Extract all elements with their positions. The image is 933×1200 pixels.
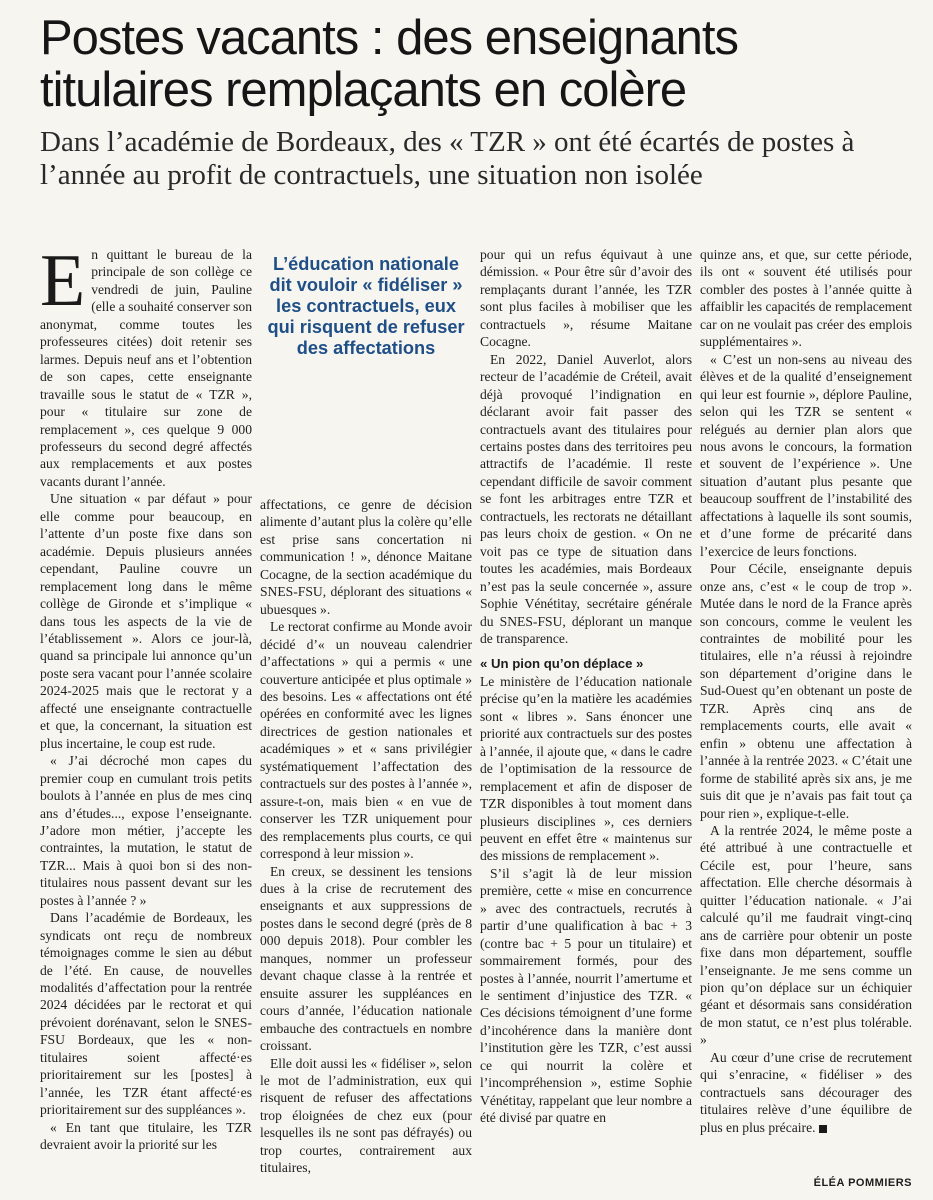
intertitle: « Un pion qu’on déplace »: [480, 656, 644, 672]
paragraph: quinze ans, et que, sur cette période, ils ont « souvent été utilisés pour combler des postes à l’année quitte à affaiblir les capacités de remplacement car on ne voulait pas créer des emplois supplémentaires ».: [700, 247, 912, 350]
paragraph: pour qui un refus équivaut à une démission. « Pour être sûr d’avoir des remplaçants durant l’année, les TZR sont plus faciles à mobiliser que les contractuels », résume Maitane Cocagne.: [480, 247, 692, 350]
column-2: [260, 246, 472, 1194]
lead-paragraph: [40, 246, 252, 490]
paragraph: « C’est un non-sens au niveau des élèves et de la qualité d’enseignement qui leur est fournie », déplore Pauline, selon qui les TZR se sentent « relégués au dernier plan alors que nous avons le concours, la formation et souvent de l’expérience ». Une situation d’autant plus pesante que beaucoup souffrent de l’instabilité des affectations à laquelle ils sont soumis, et d’une forme de précarité dans l’exercice de leurs fonctions.: [700, 351, 912, 559]
paragraph: Le rectorat confirme au Monde avoir décidé d’« un nouveau calendrier d’affectations » qui a permis « une couverture anticipée et plus optimale » des besoins. Les « affectations ont été opérées en conformité avec les lignes directrices de gestion nationales et académiques » et « sans privilégier systématiquement l’affectation des contractuels sur des postes à l’année », assure-t-on, mais bien « en vue de conserver les TZR uniquement pour des remplacements plus courts, ce qui correspond à leur mission ».: [260, 619, 472, 862]
paragraph: S’il s’agit là de leur mission première, cette « mise en concurrence » avec des contractuels, recrutés à partir d’une qualification à bac + 3 (contre bac + 5 pour un titulaire) et sommairement formés, pour des postes à l’année, nourrit l’amertume et le sentiment d’injustice des TZR. « Ces décisions témoignent d’une forme d’incohérence dans la manière dont l’institution gère les TZR, c’est aussi ce qui nourrit la colère et l’incompréhension », estime Sophie Vénétitay, rappelant que leur nombre a été divisé par quatre en: [480, 865, 692, 1126]
paragraph: Une situation « par défaut » pour elle comme pour beaucoup, en l’attente d’un poste fixe dans son académie. Depuis plusieurs années cependant, Pauline couvre un remplacement long dans le même collège de Gironde et s’implique « dans tous les aspects de la vie de l’établissement ». Alors ce jour-là, quand sa principale lui annonce qu’un poste sera vacant pour l’année scolaire 2024-2025 mais que le rectorat y a affecté une enseignante contractuelle et que, la concernant, la situation est plus incertaine, le coup est rude.: [40, 491, 252, 751]
closing-text: Au cœur d’une crise de recrutement qui s’enracine, « fidéliser » des contractuels sans décourager des titulaires relève d’une équilibre de plus en plus précaire.: [700, 1049, 912, 1135]
paragraph: Elle doit aussi les « fidéliser », selon le mot de l’administration, eux qui risquent de refuser des affectations trop éloignées de chez eux (pour lesquelles ils ne sont pas défrayés) ou trop courtes, contrairement aux titulaires,: [260, 1055, 472, 1176]
paragraph: affectations, ce genre de décision alimente d’autant plus la colère qu’elle est prise sans concertation ni communication ! », dénonce Maitane Cocagne, de la section académique du SNES-FSU, déplorant des situations « ubuesques ».: [260, 497, 472, 617]
paragraph: [700, 1049, 912, 1160]
paragraph: A la rentrée 2024, le même poste a été attribué à une contractuelle et Cécile est, pour l’heure, sans affectation. Elle cherche désormais à quitter l’éducation nationale. « J’ai calculé qu’il me faudrait vingt-cinq ans de carrière pour obtenir un poste fixe dans mon département, souffle l’enseignante. Je me sens comme un pion qu’on déplace sur un échiquier géant et désormais sans considération de mon statut, ce n’est plus tolérable. »: [700, 822, 912, 1048]
paragraph: « En tant que titulaire, les TZR devraient avoir la priorité sur les: [40, 1119, 252, 1153]
end-mark: [819, 1125, 827, 1133]
column-4: [700, 246, 912, 1194]
paragraph: Dans l’académie de Bordeaux, les syndicats ont reçu de nombreux témoignages comme le sien au début de l’été. En cause, de nouvelles modalités d’affectation pour la rentrée 2024 décidées par le rectorat et qui prévoient dorénavant, selon le SNES-FSU Bordeaux, que les « non-titulaires soient affecté·es prioritairement sur les [postes] à l’année, les TZR étant affecté·es prioritairement sur des suppléances ».: [40, 910, 252, 1118]
column-1: [40, 246, 252, 1194]
paragraph: En 2022, Daniel Auverlot, alors recteur de l’académie de Créteil, avait déjà provoqué l’indignation en déclarant avoir fait passer des contractuels avant des titulaires pour certains postes dans des territoires peu attractifs de l’académie. Il reste cependant difficile de savoir comment se font les arbitrages entre TZR et contractuels, les rectorats ne détaillant pas leurs choix de gestion. « On ne voit pas ce type de situation dans toutes les académies, mais Bordeaux n’est pas la seule concernée », assure Sophie Vénétitay, secrétaire générale du SNES-FSU, déplorant un manque de transparence.: [480, 351, 692, 646]
subhead: Dans l’académie de Bordeaux, des « TZR » ont été écartés de postes à l’année au profit de contractuels, une situation non isolée: [40, 126, 855, 191]
article-columns: [40, 246, 912, 1194]
headline: Postes vacants : des enseignants titulaires remplaçants en colère: [40, 11, 738, 117]
column-2-body: [260, 496, 472, 1177]
paragraph-text: n quittant le bureau de la principale de son collège ce vendredi de juin, Pauline (elle a souhaité conserver son anonymat, comme toutes les professeures citées) doit retenir ses larmes. Depuis neuf ans et l’obtention de son capes, cette enseignante travaille sous le statut de « TZR », pour « titulaire sur zone de remplacement », ces quelque 9 000 professeurs du second degré affectés aux remplacements et aux postes vacants durant l’année.: [40, 247, 252, 489]
column-3: [480, 246, 692, 1194]
byline: ÉLÉA POMMIERS: [813, 1176, 912, 1189]
paragraph: En creux, se dessinent les tensions dues à la crise de recrutement des enseignants et aux suppressions de postes dans le second degré (près de 8 000 depuis 2018). Pour combler les manques, nommer un professeur devant chaque classe à la rentrée et ensuite assurer les suppléances en cours d’année, l’éducation nationale embauche des contractuels en nombre croissant.: [260, 863, 472, 1054]
paragraph: « J’ai décroché mon capes du premier coup en cumulant trois petits boulots à l’année en plus de mes cinq ans d’études..., expose l’enseignante. J’adore mon métier, j’accepte les contraintes, la mutation, le statut de TZR... Mais à quoi bon si des non-titulaires nous passent devant sur les postes à l’année ? »: [40, 753, 252, 908]
dropcap: E: [40, 246, 86, 322]
pull-quote-box: [260, 246, 472, 484]
pull-quote: L’éducation nationale dit vouloir « fidéliser » les contractuels, eux qui risquent de refuser des affectations: [267, 254, 465, 358]
paragraph: Pour Cécile, enseignante depuis onze ans, c’est « le coup de trop ». Mutée dans le nord de la France après son concours, comme le veulent les contraintes de mobilité pour les titulaires, elle n’a réussi à rejoindre son département d’origine dans le Sud-Ouest qu’en obtenant un poste de TZR. Après cinq ans de remplacements courts, elle avait « enfin » obtenu une affectation à l’année à la rentrée 2023. « C’était une forme de stabilité après six ans, je me suis dit que je n’avais pas fait tout ça pour rien », explique-t-elle.: [700, 561, 912, 821]
paragraph: Le ministère de l’éducation nationale précise qu’en la matière les académies sont « libres ». Sans énoncer une priorité aux contractuels sur des postes à l’année, il ajoute que, « dans le cadre de l’optimisation de la ressource de remplacement et afin de disposer de TZR disponibles à tout moment dans plusieurs disciplines », ces derniers peuvent en effet être « maintenus sur des missions de remplacement ».: [480, 673, 692, 864]
